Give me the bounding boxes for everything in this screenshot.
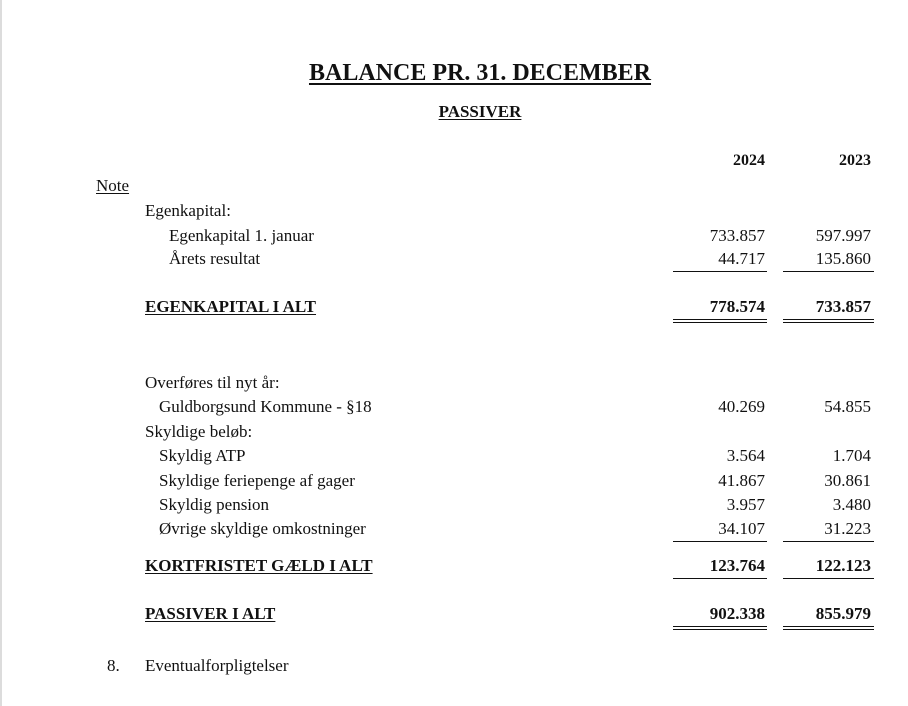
total-double-rule-equity-2024: [673, 319, 767, 323]
note-column-header: Note: [96, 176, 130, 195]
row-value-annual-result-2024: 44.717: [718, 249, 765, 268]
section-heading-transfer: Overføres til nyt år:: [145, 373, 280, 392]
row-value-annual-result-2023: 135.860: [815, 249, 871, 268]
row-value-other-costs-2024: 34.107: [718, 519, 765, 538]
subtotal-rule-2023: [783, 271, 874, 272]
row-value-atp-2023: 1.704: [832, 446, 871, 465]
total-value-equity-2023: 733.857: [815, 297, 871, 316]
total-value-short-term-debt-2023: 122.123: [815, 556, 871, 575]
section-heading-equity: Egenkapital:: [145, 201, 231, 220]
section-heading-debts: Skyldige beløb:: [145, 422, 253, 441]
row-value-guldborgsund-2023: 54.855: [824, 397, 871, 416]
row-label-guldborgsund: Guldborgsund Kommune - §18: [159, 397, 372, 416]
grand-total-double-rule-2024: [673, 626, 767, 630]
page-title: BALANCE PR. 31. DECEMBER: [308, 60, 652, 86]
total-double-rule-equity-2023: [783, 319, 874, 323]
row-value-equity-jan1-2023: 597.997: [815, 226, 871, 245]
column-header-2023: 2023: [839, 152, 871, 169]
total-label-equity: EGENKAPITAL I ALT: [145, 297, 317, 316]
debts-subtotal-rule-2024: [673, 541, 767, 542]
grand-total-value-2024: 902.338: [709, 604, 765, 623]
row-label-holiday-pay: Skyldige feriepenge af gager: [159, 471, 355, 490]
debts-total-rule-2024: [673, 578, 767, 579]
total-value-short-term-debt-2024: 123.764: [709, 556, 765, 575]
grand-total-label: PASSIVER I ALT: [145, 604, 276, 623]
subtotal-rule-2024: [673, 271, 767, 272]
row-label-equity-jan1: Egenkapital 1. januar: [169, 226, 314, 245]
total-value-equity-2024: 778.574: [709, 297, 765, 316]
row-value-holiday-pay-2024: 41.867: [718, 471, 765, 490]
grand-total-value-2023: 855.979: [815, 604, 871, 623]
row-label-atp: Skyldig ATP: [159, 446, 246, 465]
row-value-holiday-pay-2023: 30.861: [824, 471, 871, 490]
row-value-guldborgsund-2024: 40.269: [718, 397, 765, 416]
row-label-other-costs: Øvrige skyldige omkostninger: [159, 519, 366, 538]
row-label-pension: Skyldig pension: [159, 495, 270, 514]
row-label-annual-result: Årets resultat: [169, 249, 261, 268]
debts-subtotal-rule-2023: [783, 541, 874, 542]
row-value-other-costs-2023: 31.223: [824, 519, 871, 538]
footnote-text: Eventualforpligtelser: [145, 656, 289, 675]
row-value-equity-jan1-2024: 733.857: [709, 226, 765, 245]
footnote-number: 8.: [107, 656, 120, 675]
grand-total-double-rule-2023: [783, 626, 874, 630]
debts-total-rule-2023: [783, 578, 874, 579]
row-value-atp-2024: 3.564: [726, 446, 765, 465]
row-value-pension-2023: 3.480: [832, 495, 871, 514]
total-label-short-term-debt: KORTFRISTET GÆLD I ALT: [145, 556, 373, 575]
column-header-2024: 2024: [733, 152, 765, 169]
page-subtitle: PASSIVER: [438, 102, 522, 121]
row-value-pension-2024: 3.957: [726, 495, 765, 514]
